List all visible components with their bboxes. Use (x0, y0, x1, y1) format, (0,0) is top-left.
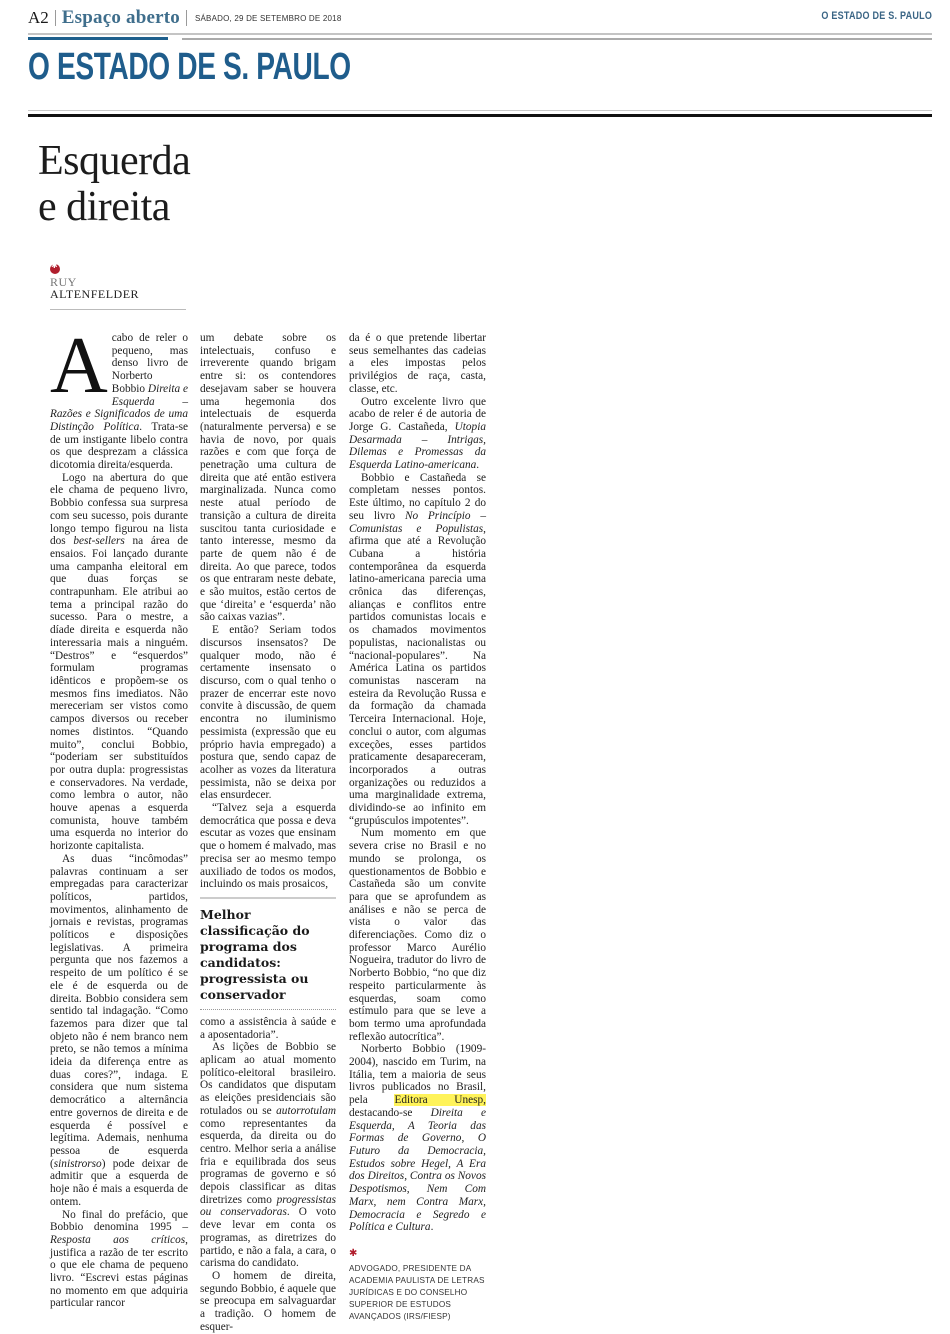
headline-line-2: e direita (38, 184, 170, 230)
section-name: Espaço aberto (61, 7, 180, 28)
masthead-thick-rule (28, 114, 932, 117)
byline (50, 264, 186, 310)
blue-accent-rule (28, 37, 168, 40)
masthead-logo: O ESTADO DE S. PAULO (28, 46, 351, 88)
paragraph: Bobbio e Castañeda se completam nesses pontos. Este último, no capítulo 2 do seu livro No Princípio – Comunistas e Populistas, afirma que até a Revolução Cubana a história contemporânea da esquerda latino-americana parecia uma crônica das diferenças, alianças e conflitos entre partidos comunistas locais e os chamados movimentos populistas, nacionalistas ou “nacional-populares”. Na América Latina os partidos comunistas nasceram na esteira da Revolução Russa e da formação da chamada Terceira Internacional. Hoje, conclui o autor, com algumas exceções, esses partidos praticamente desapareceram, incorporados a outras organizações ou reduzidos a uma marginalidade extrema, dividindo-se ao infinito em “grupúsculos impotentes”. (349, 471, 487, 827)
paragraph: E então? Seriam todos discursos insensatos? De qualquer modo, não é certamente insensato o discurso, com o qual tenho o prazer de encerrar este novo convite à discussão, de quem encontra no iluminismo pessimista (expressão que eu próprio havia empregado) a postura que, sendo capaz de acolher as vozes da literatura pessimista, não se deixa por elas ensurdecer. (200, 624, 336, 802)
highlighted-text: Editora Unesp, (394, 1094, 486, 1107)
pull-quote-dotted-rule (200, 1009, 336, 1010)
paragraph: Acabo de reler o pequeno, mas denso livro de Norberto Bobbio Direita e Esquerda – Razões e Significados de uma Distinção Política. Trata-se de um instigante libelo contra os que desprezam a clássica dicotomia direita/esquerda. (50, 322, 188, 472)
paragraph: No final do prefácio, que Bobbio denomina 1995 – Resposta aos críticos, justifica a razão de ter escrito o que ele chama de pequeno livro. “Escrevi estas páginas no momento em que adquiria particular rancor (50, 1208, 188, 1310)
byline-rule (50, 309, 186, 310)
article-headline (38, 138, 190, 230)
author-last-name: ALTENFELDER (50, 287, 140, 301)
header-divider (186, 10, 187, 26)
pull-quote (200, 897, 336, 1010)
issue-date: SÁBADO, 29 DE SETEMBRO DE 2018 (194, 13, 342, 23)
header-divider (55, 10, 56, 26)
masthead-rule (28, 110, 932, 111)
paragraph: como a assistência à saúde e a aposentadoria”. (200, 1015, 336, 1041)
drop-cap: A (50, 322, 108, 410)
paragraph: “Talvez seja a esquerda democrática que possa e deva escutar as vozes que ensinam que o homem é malvado, mas precisa ser ao mesmo tempo auxiliado de todos os modos, incluindo os mais prosaicos, (200, 802, 336, 891)
paragraph: Outro excelente livro que acabo de reler é de autoria de Jorge G. Castañeda, Utopia Desarmada – Intrigas, Dilemas e Promessas da Esquerda Latino-americana. (349, 395, 486, 472)
author-asterisk-icon: ✱ (349, 1247, 358, 1259)
page-number: A2 (28, 8, 49, 27)
paragraph: As lições de Bobbio se aplicam ao atual momento político-eleitoral brasileiro. Os candidatos que disputam as eleições presidenciais são rotulados ou se autorrotulam como representantes da esquerda, da direita ou do centro. Melhor seria a análise fria e equilibrada dos seus programas de governo e só depois classificar as ditas diretrizes como progressistas ou conservadoras. O voto deve levar em conta os programas, as diretrizes do partido, e não a fala, a cara, o carisma do candidato. (200, 1041, 337, 1270)
pull-quote-text: Melhor classificação do programa dos candidatos: progressista ou conservador (200, 906, 310, 1002)
article-column-2 (200, 332, 336, 1334)
author-first-name: RUY (50, 275, 77, 289)
paragraph: Norberto Bobbio (1909-2004), nascido em Turim, na Itália, tem a maioria de seus livros publicados no Brasil, pela Editora Unesp, destacando-se Direita e Esquerda, A Teoria das Formas de Governo, O Futuro da Democracia, Estudos sobre Hegel, A Era dos Direitos, Contra os Novos Despotismos, Nem Com Marx, nem Contra Marx, Democracia e Segredo e Política e Cultura. (349, 1043, 486, 1234)
article-column-3 (349, 332, 486, 1324)
article-column-1 (50, 322, 188, 1310)
headline-line-1: Esquerda (38, 138, 191, 184)
author-asterisk-icon (50, 264, 60, 274)
paragraph: Logo na abertura do que ele chama de pequeno livro, Bobbio confessa sua surpresa com seu sucesso, pois durante longo tempo figurou na lista dos best-sellers na área de ensaios. Foi lançado durante uma campanha eleitoral em que duas forças se contrapunham. Ele atribui ao tema a principal razão do sucesso. Para o mestre, a díade direita e esquerda não interessaria mais a ninguém. “Destros” e “esquerdos” formulam programas idênticos e propõem-se os mesmos fins imediatos. Não mereceriam ser vistos como campos diversos ou receber nomes distintos. “Quando muito”, conclui Bobbio, “poderiam ser substituídos por outra dupla: progressistas e conservadores. Na verdade, como lembra o autor, não houve apenas a esquerda comunista, houve também uma esquerda no interior do horizonte capitalista. (50, 471, 188, 853)
top-rule-secondary (182, 38, 932, 40)
paragraph: Num momento em que severa crise no Brasil e no mundo se prolonga, os questionamentos de Bobbio e Castañeda são um convite para que se aprofundem as análises e não se perca de vista o valor das diferenciações. Como diz o professor Marco Aurélio Nogueira, tradutor do livro de Norberto Bobbio, “no que diz respeito particularmente às esquerdas, soam como estímulo para que se leve a bom termo uma aprofundada reflexão autocrítica”. (349, 827, 486, 1043)
top-rule (28, 33, 932, 35)
paragraph: O homem de direita, segundo Bobbio, é aquele que se preocupa em salvaguardar a tradição. O homem de esquer- (200, 1270, 336, 1333)
brand-small: O ESTADO DE S. PAULO (821, 10, 932, 22)
paragraph: da é o que pretende libertar seus semelhantes das cadeias a eles impostas pelos privilégios de raça, casta, classe, etc. (349, 332, 486, 395)
paragraph: um debate sobre os intelectuais, confuso e irreverente quando brigam entre si: os contendores desejavam saber se houvera uma hegemonia dos intelectuais de esquerda (naturalmente perversa) e se havia de novo, por quais razões e com que força de penetração uma cultura de direita que até então estivera marginalizada. Nunca como neste atual período de transição a cultura de direita suscitou tanta curiosidade e tanto interesse, mesmo da parte de quem não é de direita. Ao que parece, todos os que entraram neste debate, e são muitos, estão certos de que ‘direita’ e ‘esquerda’ não são caixas vazias”. (200, 332, 336, 624)
paragraph: As duas “incômodas” palavras continuam a ser empregadas para caracterizar políticos, partidos, movimentos, alinhamento de jornais e revistas, programas políticos e disposições legislativas. A primeira pergunta que nos fazemos a respeito de um político é se ele é de esquerda ou de direita. Bobbio considera sem sentido tal indagação. “Como fazemos para dizer que tal objeto não é nem branco nem preto, se não temos a mínima ideia da diferença entre as duas cores?”, indaga. E considera que num sistema democrático a alternância entre governos de direita e de esquerda é possível e legítima. Ademais, nenhuma pessoa de esquerda (sinistrorso) pode deixar de admitir que a esquerda de hoje não é mais a esquerda de ontem. (50, 852, 188, 1208)
author-bio: ADVOGADO, PRESIDENTE DA ACADEMIA PAULISTA DE LETRAS JURÍDICAS E DO CONSELHO SUPERIOR DE ESTUDOS AVANÇADOS (IRS/FIESP) (349, 1263, 485, 1322)
page-header-bar (28, 6, 932, 30)
